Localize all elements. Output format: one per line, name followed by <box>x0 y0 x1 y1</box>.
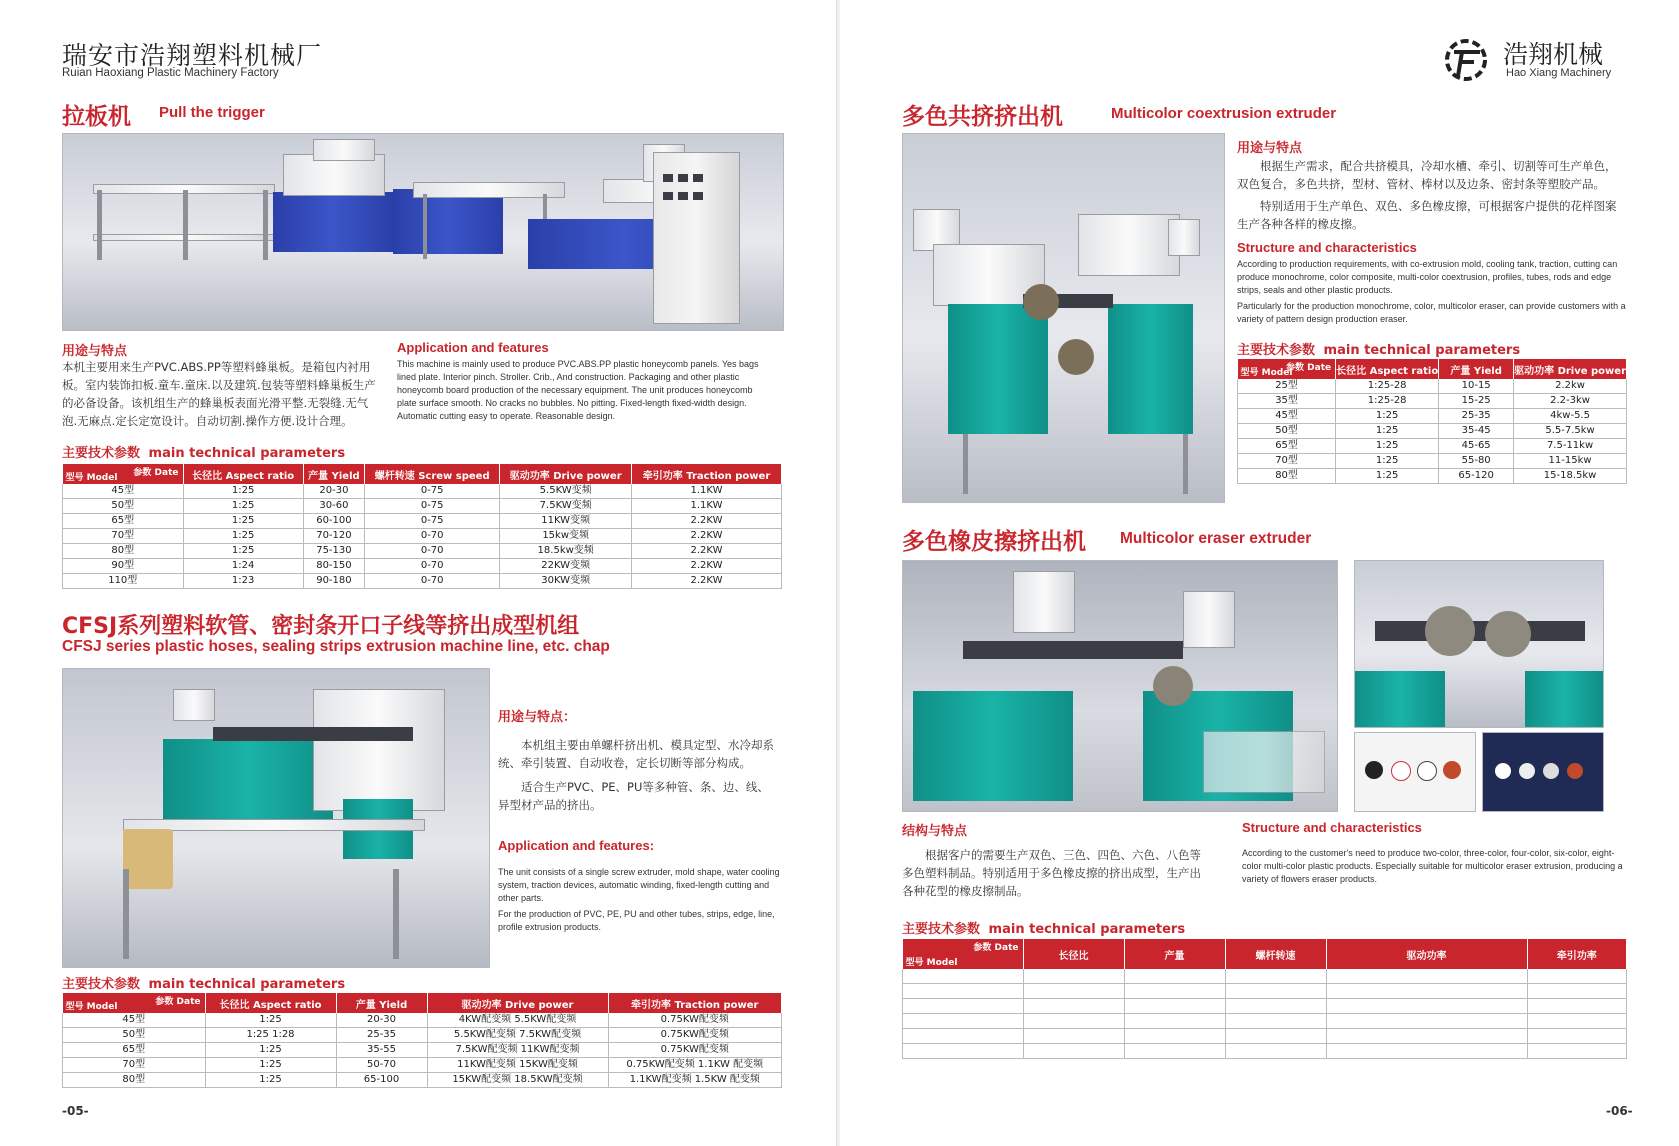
struct-text-zh: 根据客户的需要生产双色、三色、四色、六色、八色等多色塑料制品。特别适用于多色橡皮擦的挤出成型，生产出各种花型的橡皮擦制品。 <box>902 848 1201 898</box>
param-heading <box>902 918 1185 937</box>
table-body <box>903 969 1627 1059</box>
table-cell: 70-120 <box>303 529 364 544</box>
table-cell <box>1124 1044 1225 1059</box>
brand-name-en: Hao Xiang Machinery <box>1506 67 1612 79</box>
table-cell: 1:25 <box>1336 469 1439 484</box>
table-row <box>1238 394 1627 409</box>
cfsj-machine-photo <box>62 668 490 968</box>
table-cell: 50型 <box>63 499 184 514</box>
table-cell <box>1527 1029 1627 1044</box>
table-cell: 1:23 <box>183 574 303 589</box>
table-cell: 2.2KW <box>632 559 782 574</box>
table-cell: 4kw-5.5 <box>1514 409 1627 424</box>
eraser-sample-photo-1 <box>1354 732 1476 812</box>
table-cell <box>1326 969 1527 984</box>
table-cell <box>1527 984 1627 999</box>
table-row <box>1238 454 1627 469</box>
table-cell <box>1326 1014 1527 1029</box>
table-cell <box>1326 984 1527 999</box>
table-cell: 1:25 <box>205 1043 336 1058</box>
table-cell: 1:25 <box>1336 439 1439 454</box>
param-heading <box>62 973 345 992</box>
use-text-zh: 本机主要用来生产PVC.ABS.PP等塑料蜂巢板。是箱包内衬用板。室内装饰扣板.童车.童床.以及建筑.包装等塑料蜂巢板生产的必备设备。该机组生产的蜂巢板表面光滑平整.无裂缝.无气泡.无麻点.定长定宽设计。自动切割.操作方便.设计合理。 <box>62 360 376 428</box>
table-cell <box>1326 1044 1527 1059</box>
col-header: 螺杆转速 <box>1225 939 1326 969</box>
use-heading-en: Application and features <box>397 340 549 355</box>
right-page <box>840 0 1679 1146</box>
table-cell: 50型 <box>1238 424 1336 439</box>
table-cell: 1:25 <box>183 514 303 529</box>
table-row <box>1238 469 1627 484</box>
table-cell <box>1326 999 1527 1014</box>
col-header: 产量 Yield <box>1439 359 1514 379</box>
table-cell: 65-100 <box>336 1073 427 1088</box>
table-cell: 1:25 <box>205 1013 336 1028</box>
table-cell: 45型 <box>1238 409 1336 424</box>
param-heading-en: main technical parameters <box>148 977 346 992</box>
use-heading-zh: 用途与特点 <box>62 344 128 359</box>
table-cell <box>1527 999 1627 1014</box>
table-cell <box>1124 999 1225 1014</box>
use-text-en: The unit consists of a single screw extruder, mold shape, water cooling system, traction devices, automatic winding, fixed-length cutting and other parts. <box>498 867 780 903</box>
table-cell: 7.5KW变频 <box>500 499 632 514</box>
table-row <box>903 984 1627 999</box>
use-text-zh: 根据生产需求，配合共挤模具，冷却水槽、牵引、切割等可生产单色，双色复合，多色共挤，型材、管材、棒材以及边条、密封条等塑胶产品。 <box>1237 159 1617 191</box>
table-cell: 35型 <box>1238 394 1336 409</box>
table-cell: 25型 <box>1238 379 1336 394</box>
table-cell <box>1527 969 1627 984</box>
table-cell: 1:25 <box>1336 424 1439 439</box>
col-header: 长径比 Aspect ratio <box>183 464 303 484</box>
table-body <box>1238 379 1627 484</box>
table-cell: 11-15kw <box>1514 454 1627 469</box>
table-cell: 5.5KW配变频 7.5KW配变频 <box>427 1028 608 1043</box>
table-row <box>63 514 782 529</box>
table-cell: 4KW配变频 5.5KW配变频 <box>427 1013 608 1028</box>
section-title-en: Multicolor eraser extruder <box>1120 530 1312 547</box>
table-row <box>1238 424 1627 439</box>
table-cell: 0-70 <box>365 559 500 574</box>
table-cell <box>903 999 1024 1014</box>
col-header: 长径比 <box>1023 939 1124 969</box>
param-heading-zh: 主要技术参数 <box>62 977 141 992</box>
table-row <box>63 1013 782 1028</box>
table-cell: 45型 <box>63 1013 206 1028</box>
table-cell <box>903 969 1024 984</box>
struct-heading-en: Structure and characteristics <box>1242 820 1422 835</box>
struct-text-en: According to production requirements, with co-extrusion mold, cooling tank, traction, cutting can produce monochrome, color composite, multi-color coextrusion, profiles, tubes, rods and edge strips, seals and other plastic products. <box>1237 259 1618 295</box>
brand-logo-icon <box>1440 34 1492 82</box>
table-cell: 30KW变频 <box>500 574 632 589</box>
table-cell: 80型 <box>63 1073 206 1088</box>
table-corner-header: 参数 Date 型号 Model <box>1238 359 1336 379</box>
table-cell <box>903 1029 1024 1044</box>
table-row <box>1238 379 1627 394</box>
table-cell: 7.5-11kw <box>1514 439 1627 454</box>
table-row <box>903 969 1627 984</box>
table-cell: 90-180 <box>303 574 364 589</box>
table-cell: 11KW配变频 15KW配变频 <box>427 1058 608 1073</box>
table-cell: 1:25 <box>183 529 303 544</box>
table-cell: 0-70 <box>365 574 500 589</box>
pull-machine-param-table <box>62 464 782 589</box>
table-cell: 30-60 <box>303 499 364 514</box>
table-cell <box>1124 969 1225 984</box>
table-cell: 10-15 <box>1439 379 1514 394</box>
table-cell: 1.1KW <box>632 499 782 514</box>
table-cell: 1:25 <box>1336 409 1439 424</box>
param-heading-en: main technical parameters <box>148 446 346 461</box>
section-title-zh: 多色橡皮擦挤出机 <box>902 529 1086 555</box>
table-cell: 60-100 <box>303 514 364 529</box>
table-cell: 5.5KW变频 <box>500 484 632 499</box>
table-cell <box>1023 1044 1124 1059</box>
table-row <box>63 484 782 499</box>
table-cell: 20-30 <box>336 1013 427 1028</box>
section-title-zh: 拉板机 <box>62 104 131 130</box>
table-cell: 18.5kw变频 <box>500 544 632 559</box>
table-cell: 2.2KW <box>632 529 782 544</box>
use-text-zh: 特别适用于生产单色、双色、多色橡皮擦，可根据客户提供的花样图案生产各种各样的橡皮擦。 <box>1237 199 1617 231</box>
table-cell <box>903 1014 1024 1029</box>
table-cell <box>1225 1014 1326 1029</box>
col-header: 牵引功率 Traction power <box>608 993 782 1013</box>
table-cell <box>1527 1044 1627 1059</box>
param-heading-zh: 主要技术参数 <box>902 922 981 937</box>
table-corner-header: 参数 Date 型号 Model <box>63 993 206 1013</box>
table-cell: 0-75 <box>365 499 500 514</box>
pull-machine-photo <box>62 133 784 331</box>
table-cell <box>1023 1029 1124 1044</box>
table-cell: 1:25 <box>183 544 303 559</box>
table-row <box>63 1028 782 1043</box>
table-cell: 1:25 <box>205 1058 336 1073</box>
table-cell: 80-150 <box>303 559 364 574</box>
table-row <box>63 544 782 559</box>
use-heading-zh: 用途与特点： <box>498 710 577 725</box>
brand-name-zh: 浩翔机械 <box>1503 40 1604 69</box>
table-cell: 70型 <box>63 1058 206 1073</box>
col-header: 牵引功率 <box>1527 939 1627 969</box>
table-body <box>63 484 782 589</box>
table-cell: 35-45 <box>1439 424 1514 439</box>
table-cell: 2.2KW <box>632 514 782 529</box>
table-cell: 1:24 <box>183 559 303 574</box>
table-row <box>63 574 782 589</box>
company-name-en: Ruian Haoxiang Plastic Machinery Factory <box>62 67 279 79</box>
table-cell: 1.1KW配变频 1.5KW 配变频 <box>608 1073 782 1088</box>
table-cell: 65型 <box>63 1043 206 1058</box>
table-cell: 45型 <box>63 484 184 499</box>
table-cell: 75-130 <box>303 544 364 559</box>
table-cell: 2.2kw <box>1514 379 1627 394</box>
param-heading <box>62 442 345 461</box>
eraser-sample-photo-2 <box>1482 732 1604 812</box>
col-header: 产量 Yield <box>303 464 364 484</box>
table-cell: 15-25 <box>1439 394 1514 409</box>
table-cell: 65型 <box>63 514 184 529</box>
table-cell: 1:25-28 <box>1336 379 1439 394</box>
table-row <box>63 499 782 514</box>
table-cell: 1:25 <box>205 1073 336 1088</box>
table-cell <box>1225 969 1326 984</box>
table-cell: 11KW变频 <box>500 514 632 529</box>
table-row <box>63 1073 782 1088</box>
cfsj-param-table <box>62 993 782 1088</box>
table-cell: 80型 <box>1238 469 1336 484</box>
table-cell: 2.2KW <box>632 574 782 589</box>
table-cell: 0.75KW配变频 1.1KW 配变频 <box>608 1058 782 1073</box>
table-corner-header: 参数 Date 型号 Model <box>903 939 1024 969</box>
table-cell: 70型 <box>1238 454 1336 469</box>
table-corner-header: 参数 Date 型号 Model <box>63 464 184 484</box>
col-header: 驱动功率 Drive power <box>500 464 632 484</box>
left-page <box>0 0 838 1146</box>
table-cell <box>1023 999 1124 1014</box>
col-header: 驱动功率 <box>1326 939 1527 969</box>
param-heading-en: main technical parameters <box>988 922 1186 937</box>
table-cell <box>1023 969 1124 984</box>
table-cell: 25-35 <box>1439 409 1514 424</box>
table-row <box>63 529 782 544</box>
table-cell: 2.2-3kw <box>1514 394 1627 409</box>
use-text-en: For the production of PVC, PE, PU and other tubes, strips, edge, line, profile extrusion products. <box>498 909 775 932</box>
table-cell: 22KW变频 <box>500 559 632 574</box>
table-cell: 65-120 <box>1439 469 1514 484</box>
col-header: 长径比 Aspect ratio <box>1336 359 1439 379</box>
table-cell: 55-80 <box>1439 454 1514 469</box>
table-cell: 0.75KW配变频 <box>608 1013 782 1028</box>
table-cell: 20-30 <box>303 484 364 499</box>
section-title-en: Pull the trigger <box>159 104 265 121</box>
table-cell: 25-35 <box>336 1028 427 1043</box>
table-cell <box>903 984 1024 999</box>
table-cell <box>903 1044 1024 1059</box>
table-cell: 5.5-7.5kw <box>1514 424 1627 439</box>
table-row <box>63 1043 782 1058</box>
table-row <box>63 1058 782 1073</box>
use-text-zh: 适合生产PVC、PE、PU等多种管、条、边、线、异型材产品的挤出。 <box>498 780 769 812</box>
use-heading-en: Application and features: <box>498 838 655 853</box>
use-heading-zh: 用途与特点 <box>1237 141 1303 156</box>
table-cell: 45-65 <box>1439 439 1514 454</box>
table-cell <box>1225 1044 1326 1059</box>
table-cell <box>1225 999 1326 1014</box>
table-row <box>63 559 782 574</box>
section-title-en: Multicolor coextrusion extruder <box>1111 105 1337 122</box>
param-heading-zh: 主要技术参数 <box>62 446 141 461</box>
struct-text-en: Particularly for the production monochrome, color, multicolor eraser, can provide customers with a variety of pattern design production eraser. <box>1237 301 1626 324</box>
table-cell: 50型 <box>63 1028 206 1043</box>
table-cell: 7.5KW配变频 11KW配变频 <box>427 1043 608 1058</box>
table-row <box>903 1014 1627 1029</box>
col-header: 牵引功率 Traction power <box>632 464 782 484</box>
table-cell <box>1023 984 1124 999</box>
table-cell <box>1326 1029 1527 1044</box>
table-cell: 1:25 <box>1336 454 1439 469</box>
table-cell: 35-55 <box>336 1043 427 1058</box>
table-cell: 1:25 <box>183 499 303 514</box>
struct-heading-en: Structure and characteristics <box>1237 240 1417 255</box>
col-header: 产量 <box>1124 939 1225 969</box>
table-cell: 15-18.5kw <box>1514 469 1627 484</box>
col-header: 产量 Yield <box>336 993 427 1013</box>
col-header: 驱动功率 Drive power <box>1514 359 1627 379</box>
table-row <box>903 999 1627 1014</box>
table-cell: 0-75 <box>365 484 500 499</box>
table-row <box>903 1029 1627 1044</box>
param-heading-en: main technical parameters <box>1323 343 1521 358</box>
col-header: 长径比 Aspect ratio <box>205 993 336 1013</box>
struct-heading-zh: 结构与特点 <box>902 824 968 839</box>
table-cell: 0-75 <box>365 514 500 529</box>
col-header: 驱动功率 Drive power <box>427 993 608 1013</box>
table-cell: 0-70 <box>365 529 500 544</box>
coextrusion-param-table <box>1237 359 1627 484</box>
table-row <box>1238 439 1627 454</box>
table-row <box>903 1044 1627 1059</box>
table-cell: 50-70 <box>336 1058 427 1073</box>
table-cell <box>1124 1029 1225 1044</box>
table-cell <box>1527 1014 1627 1029</box>
company-name-zh: 瑞安市浩翔塑料机械厂 <box>62 41 323 70</box>
param-heading <box>1237 339 1520 358</box>
struct-text-en: According to the customer's need to produce two-color, three-color, four-color, six-color, eight-color multi-color plastic products. Especially suitable for multicolor eraser extrusion, producing a variety of flowers eraser products. <box>1242 848 1623 884</box>
table-cell: 15KW配变频 18.5KW配变频 <box>427 1073 608 1088</box>
coextrusion-machine-photo <box>902 133 1225 503</box>
use-text-en: This machine is mainly used to produce PVC.ABS.PP plastic honeycomb panels. Yes bags lined plate. Interior pinch. Stroller. Crib., And construction. Packaging and other plastic honeycomb board production of the necessary equipment. The unit produces honeycomb plate surface smooth. No cracks no bubbles. No pitting. Fixed-length fixed-width design. Automatic cutting easy to operate. Reasonable design. <box>397 359 759 421</box>
table-cell: 1:25 1:28 <box>205 1028 336 1043</box>
table-cell: 0.75KW配变频 <box>608 1043 782 1058</box>
table-cell <box>1225 1029 1326 1044</box>
table-cell: 90型 <box>63 559 184 574</box>
table-cell: 70型 <box>63 529 184 544</box>
table-cell: 65型 <box>1238 439 1336 454</box>
table-cell: 1:25-28 <box>1336 394 1439 409</box>
param-heading-zh: 主要技术参数 <box>1237 343 1316 358</box>
page-number: -06- <box>1606 1104 1633 1118</box>
eraser-extruder-photo <box>902 560 1338 812</box>
table-cell: 110型 <box>63 574 184 589</box>
table-cell: 1:25 <box>183 484 303 499</box>
table-cell <box>1023 1014 1124 1029</box>
section-title-zh: 多色共挤挤出机 <box>902 104 1063 130</box>
table-cell: 0-70 <box>365 544 500 559</box>
table-cell <box>1225 984 1326 999</box>
table-cell: 1.1KW <box>632 484 782 499</box>
table-cell <box>1124 1014 1225 1029</box>
use-text-zh: 本机组主要由单螺杆挤出机、模具定型、水冷却系统、牵引装置、自动收卷，定长切断等部分构成。 <box>498 738 774 770</box>
page-number: -05- <box>62 1104 89 1118</box>
section-title-zh: CFSJ系列塑料软管、密封条开口子线等挤出成型机组 <box>62 614 580 639</box>
table-cell: 80型 <box>63 544 184 559</box>
table-cell <box>1124 984 1225 999</box>
table-cell: 0.75KW配变频 <box>608 1028 782 1043</box>
section-title-en: CFSJ series plastic hoses, sealing strips extrusion machine line, etc. chap <box>62 638 610 655</box>
eraser-head-photo <box>1354 560 1604 728</box>
eraser-param-table <box>902 939 1627 1059</box>
col-header: 螺杆转速 Screw speed <box>365 464 500 484</box>
table-cell: 15kw变频 <box>500 529 632 544</box>
table-body <box>63 1013 782 1088</box>
table-row <box>1238 409 1627 424</box>
table-cell: 2.2KW <box>632 544 782 559</box>
